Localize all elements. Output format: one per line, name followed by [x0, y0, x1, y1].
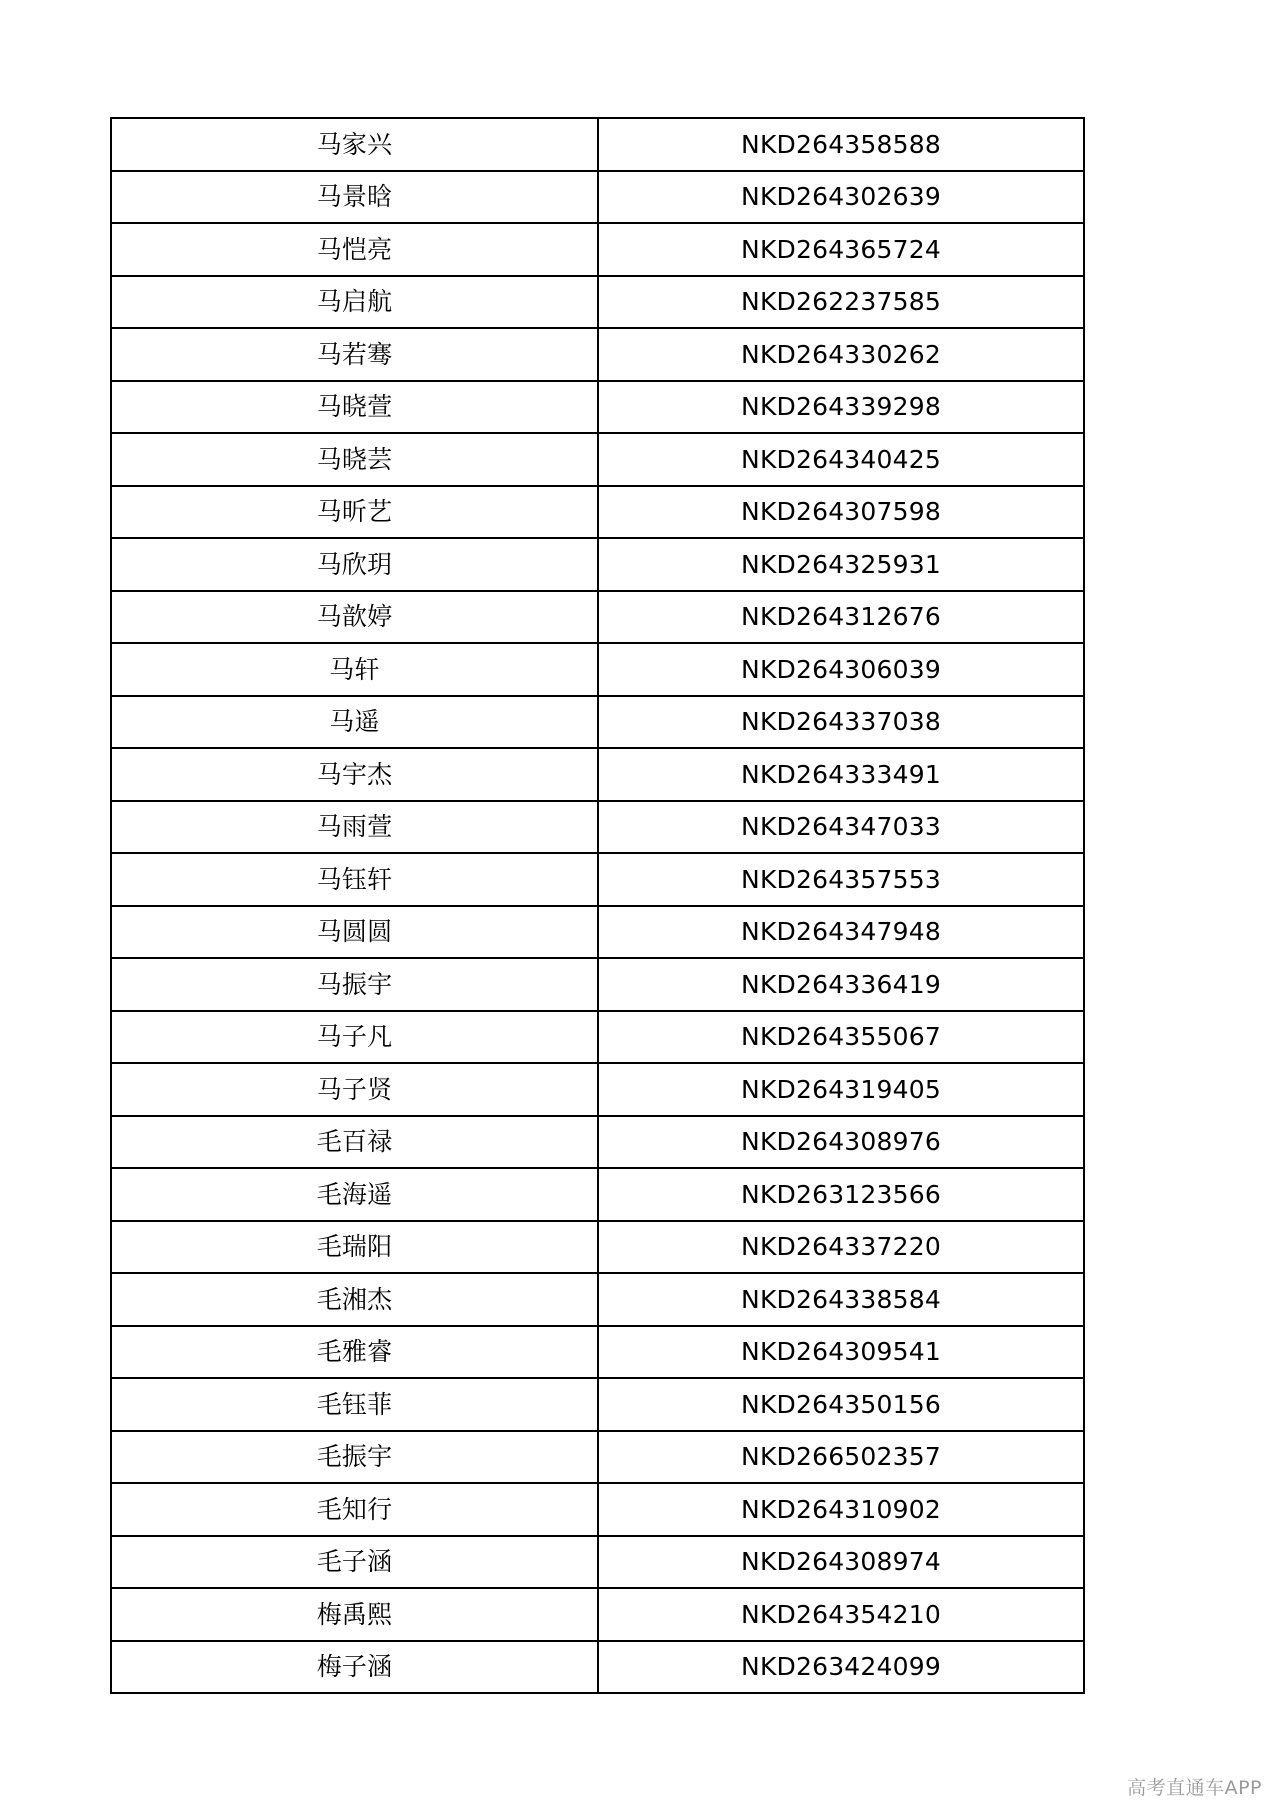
table-row	[111, 276, 1084, 329]
code-cell: NKD264340425	[598, 433, 1084, 486]
table-row	[111, 1116, 1084, 1169]
code-cell: NKD264355067	[598, 1011, 1084, 1064]
table-row	[111, 643, 1084, 696]
code-cell: NKD262237585	[598, 276, 1084, 329]
name-cell: 毛振宇	[111, 1431, 598, 1484]
code-cell: NKD266502357	[598, 1431, 1084, 1484]
name-cell: 马遥	[111, 696, 598, 749]
name-cell: 马歆婷	[111, 591, 598, 644]
code-cell: NKD264358588	[598, 118, 1084, 171]
name-cell: 马景晗	[111, 171, 598, 224]
code-cell: NKD264336419	[598, 958, 1084, 1011]
table-row	[111, 223, 1084, 276]
name-cell: 马圆圆	[111, 906, 598, 959]
table-row	[111, 118, 1084, 171]
code-cell: NKD264347948	[598, 906, 1084, 959]
table-row	[111, 171, 1084, 224]
table-row	[111, 1011, 1084, 1064]
name-cell: 毛雅睿	[111, 1326, 598, 1379]
table-row	[111, 486, 1084, 539]
name-cell: 梅子涵	[111, 1641, 598, 1694]
table-row	[111, 853, 1084, 906]
candidate-table-body	[111, 118, 1084, 1693]
name-cell: 马家兴	[111, 118, 598, 171]
name-cell: 梅禹熙	[111, 1588, 598, 1641]
code-cell: NKD264309541	[598, 1326, 1084, 1379]
table-row	[111, 1326, 1084, 1379]
table-row	[111, 538, 1084, 591]
code-cell: NKD263424099	[598, 1641, 1084, 1694]
table-row	[111, 1641, 1084, 1694]
code-cell: NKD264338584	[598, 1273, 1084, 1326]
table-row	[111, 1063, 1084, 1116]
table-row	[111, 381, 1084, 434]
code-cell: NKD264337038	[598, 696, 1084, 749]
code-cell: NKD264365724	[598, 223, 1084, 276]
name-cell: 马恺亮	[111, 223, 598, 276]
name-cell: 毛海遥	[111, 1168, 598, 1221]
table-row	[111, 1273, 1084, 1326]
name-cell: 马钰轩	[111, 853, 598, 906]
table-row	[111, 328, 1084, 381]
table-row	[111, 748, 1084, 801]
code-cell: NKD264330262	[598, 328, 1084, 381]
code-cell: NKD264319405	[598, 1063, 1084, 1116]
watermark-text: 高考直通车APP	[1127, 1777, 1262, 1799]
name-cell: 马晓萱	[111, 381, 598, 434]
code-cell: NKD264347033	[598, 801, 1084, 854]
name-cell: 马昕艺	[111, 486, 598, 539]
table-row	[111, 1431, 1084, 1484]
code-cell: NKD264308976	[598, 1116, 1084, 1169]
name-cell: 毛湘杰	[111, 1273, 598, 1326]
name-cell: 毛百禄	[111, 1116, 598, 1169]
code-cell: NKD264339298	[598, 381, 1084, 434]
table-row	[111, 1536, 1084, 1589]
name-cell: 马子贤	[111, 1063, 598, 1116]
code-cell: NKD264312676	[598, 591, 1084, 644]
table-row	[111, 696, 1084, 749]
name-cell: 马宇杰	[111, 748, 598, 801]
name-cell: 毛知行	[111, 1483, 598, 1536]
code-cell: NKD264337220	[598, 1221, 1084, 1274]
code-cell: NKD264302639	[598, 171, 1084, 224]
code-cell: NKD264308974	[598, 1536, 1084, 1589]
name-cell: 马轩	[111, 643, 598, 696]
code-cell: NKD264350156	[598, 1378, 1084, 1431]
name-cell: 马启航	[111, 276, 598, 329]
table-row	[111, 1588, 1084, 1641]
name-cell: 马晓芸	[111, 433, 598, 486]
code-cell: NKD264357553	[598, 853, 1084, 906]
code-cell: NKD264333491	[598, 748, 1084, 801]
name-cell: 马振宇	[111, 958, 598, 1011]
candidate-table	[110, 117, 1085, 1694]
table-row	[111, 801, 1084, 854]
table-row	[111, 1378, 1084, 1431]
table-row	[111, 433, 1084, 486]
code-cell: NKD264307598	[598, 486, 1084, 539]
name-cell: 马子凡	[111, 1011, 598, 1064]
code-cell: NKD264310902	[598, 1483, 1084, 1536]
table-row	[111, 906, 1084, 959]
code-cell: NKD264306039	[598, 643, 1084, 696]
table-row	[111, 591, 1084, 644]
code-cell: NKD264354210	[598, 1588, 1084, 1641]
name-cell: 马欣玥	[111, 538, 598, 591]
table-row	[111, 1168, 1084, 1221]
code-cell: NKD263123566	[598, 1168, 1084, 1221]
table-row	[111, 1221, 1084, 1274]
name-cell: 毛子涵	[111, 1536, 598, 1589]
name-cell: 马若骞	[111, 328, 598, 381]
table-row	[111, 958, 1084, 1011]
code-cell: NKD264325931	[598, 538, 1084, 591]
name-cell: 毛钰菲	[111, 1378, 598, 1431]
name-cell: 毛瑞阳	[111, 1221, 598, 1274]
name-cell: 马雨萱	[111, 801, 598, 854]
table-row	[111, 1483, 1084, 1536]
